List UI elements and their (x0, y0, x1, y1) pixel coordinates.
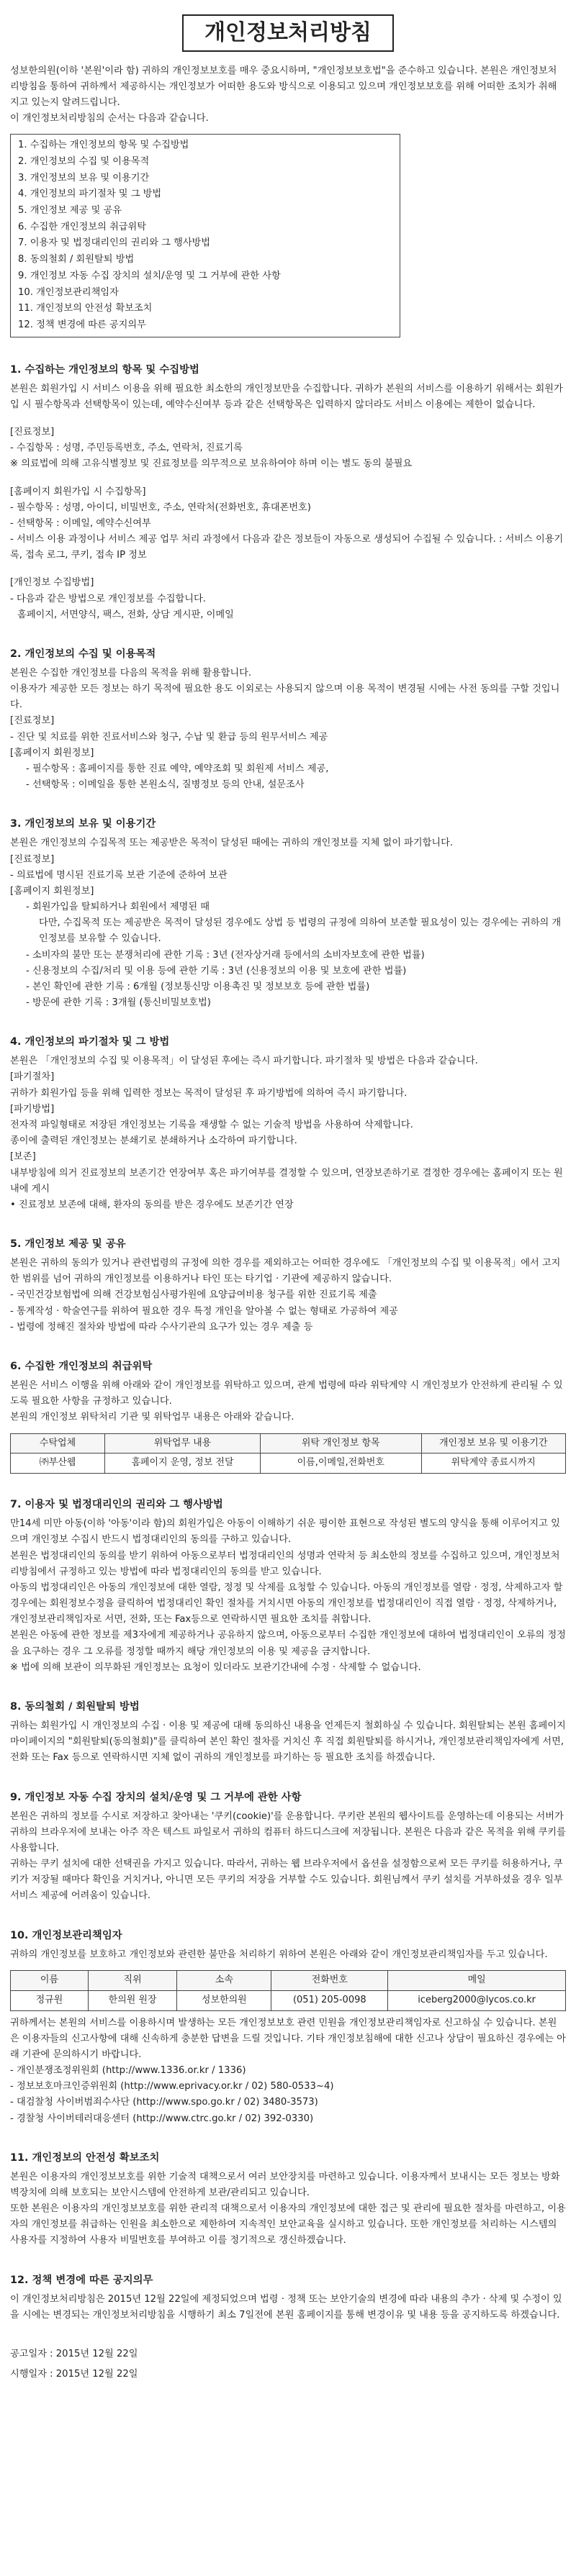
list-item: - 소비자의 불만 또는 분쟁처리에 관한 기록 : 3년 (전자상거래 등에서의 소비자보호에 관한 법률) (26, 949, 425, 961)
section-text: 본원의 개인정보 위탁처리 기관 및 위탁업무 내용은 아래와 같습니다. (10, 1412, 294, 1423)
section-heading: 2. 개인정보의 수집 및 이용목적 (10, 648, 156, 660)
list-item: - 경찰청 사이버테러대응센터 (http://www.ctrc.go.kr / 02) 392-0330) (10, 2113, 314, 2124)
privacy-officer-table (10, 1970, 566, 2011)
list-item: - 선택항목 : 이메일, 예약수신여부 (10, 517, 151, 529)
subsection-heading: [보존] (10, 1151, 36, 1163)
list-item: - 법령에 정해진 절차와 방법에 따라 수사기관의 요구가 있는 경우 제출 등 (10, 1321, 313, 1333)
section-text: 본원은 이용자의 개인정보보호를 위한 기술적 대책으로서 여러 보안장치를 마련하고 있습니다. 이용자께서 보내시는 모든 정보는 방화벽장치에 의해 보호되는 보안시스템에 안전하게 보관/관리되고 있습니다. (10, 2171, 560, 2198)
section-text: 본원은 수집한 개인정보를 다음의 목적을 위해 활용합니다. (10, 667, 252, 679)
section-5 (10, 1236, 566, 1335)
section-3 (10, 816, 566, 1011)
section-text: 본원은 귀하의 동의가 있거나 관련법령의 규정에 의한 경우를 제외하고는 어떠한 경우에도 「개인정보의 수집 및 이용목적」에서 고지한 범위를 넘어 귀하의 개인정보를 이용하거나 타인 또는 타기업 · 기관에 제공하지 않습니다. (10, 1258, 561, 1285)
toc-item[interactable]: 12. 정책 변경에 따른 공지의무 (18, 319, 146, 330)
toc-item[interactable]: 7. 이용자 및 법정대리인의 권리와 그 행사방법 (18, 237, 211, 249)
section-11 (10, 2150, 566, 2249)
toc-item[interactable]: 6. 수집한 개인정보의 취급위탁 (18, 221, 147, 232)
toc-item[interactable]: 11. 개인정보의 안전성 확보조치 (18, 303, 153, 314)
section-10 (10, 1928, 566, 2127)
table-cell: (051) 205-0098 (271, 1990, 388, 2010)
intro-paragraph: 성보한의원(이하 '본원'이라 함) 귀하의 개인정보보호를 매우 중요시하며, "개인정보보호법"을 준수하고 있습니다. 본원은 개인정보처리방침을 통하여 귀하께서 제공하시는 개인정보가 어떠한 용도와 방식으로 이용되고 있으며 개인정보보호를 위해 어떠한 조치가 취해지고 있는지 알려드립니다. (10, 65, 557, 108)
list-item: - 필수항목 : 홈페이지를 통한 진료 예약, 예약조회 및 회원제 서비스 제공, (26, 763, 329, 774)
section-text: 귀하의 개인정보를 보호하고 개인정보와 관련한 불만을 처리하기 위하여 본원은 아래와 같이 개인정보관리책임자를 두고 있습니다. (10, 1949, 548, 1960)
email-cell[interactable]: iceberg2000@lycos.co.kr (388, 1990, 566, 2010)
list-item: - 다음과 같은 방법으로 개인정보를 수집합니다. (10, 593, 206, 604)
section-text: 종이에 출력된 개인정보는 분쇄기로 분쇄하거나 소각하여 파기합니다. (10, 1135, 297, 1147)
section-text: 만14세 미만 아동(이하 '아동'이라 함)의 회원가입은 아동이 이해하기 쉬운 평이한 표현으로 작성된 별도의 양식을 통해 이루어지고 있으며 개인정보 수집시 반드시 법정대리인의 동의를 구하고 있습니다. (10, 1518, 560, 1546)
section-2 (10, 646, 566, 793)
toc-item[interactable]: 5. 개인정보 제공 및 공유 (18, 205, 122, 216)
section-9 (10, 1790, 566, 1905)
note-text: ※ 의료법에 의해 고유식별정보 및 진료정보를 의무적으로 보유하여야 하며 이는 별도 동의 불필요 (10, 458, 413, 470)
section-text: 귀하가 회원가입 등을 위해 입력한 정보는 목적이 달성된 후 파기방법에 의하여 즉시 파기합니다. (10, 1087, 408, 1099)
list-item: - 수집항목 : 성명, 주민등록번호, 주소, 연락처, 진료기록 (10, 443, 243, 454)
list-item: - 선택항목 : 이메일을 통한 본원소식, 질병정보 등의 안내, 설문조사 (26, 779, 305, 791)
section-4 (10, 1034, 566, 1213)
section-text: 이용자가 제공한 모든 정보는 하기 목적에 필요한 용도 이외로는 사용되지 않으며 이용 목적이 변경될 시에는 사전 동의를 구할 것입니다. (10, 684, 560, 711)
list-item: 홈페이지, 서면양식, 팩스, 전화, 상담 게시판, 이메일 (17, 609, 234, 620)
section-heading: 6. 수집한 개인정보의 취급위탁 (10, 1360, 153, 1372)
section-text: 본원은 회원가입 시 서비스 이용을 위해 필요한 최소한의 개인정보만을 수집합니다. 귀하가 본원의 서비스를 이용하기 위해서는 회원가입 시 필수항목과 선택항목이 있는데, 예약수신여부 등과 같은 선택항목은 입력하지 않더라도 서비스 이용에는 제한이 없습니다. (10, 383, 563, 410)
list-item: - 국민건강보험법에 의해 건강보험심사평가원에 요양급여비용 청구를 위한 진료기록 제출 (10, 1289, 377, 1301)
table-cell: 홈페이지 운영, 정보 전달 (105, 1453, 261, 1474)
section-text: 이 개인정보처리방침은 2015년 12월 22일에 제정되었으며 법령 · 정책 또는 보안기술의 변경에 따라 내용의 추가 · 삭제 및 수정이 있을 시에는 변경되는 개인정보처리방침을 시행하기 최소 7일전에 본원 홈페이지를 통해 변경이유 및 내용 등을 공지하도록 하겠습니다. (10, 2293, 562, 2321)
section-heading: 5. 개인정보 제공 및 공유 (10, 1238, 126, 1251)
toc-item[interactable]: 10. 개인정보관리책임자 (18, 286, 119, 298)
table-header-cell: 직위 (88, 1970, 176, 1990)
section-heading: 10. 개인정보관리책임자 (10, 1929, 122, 1941)
subsection-heading: [파기방법] (10, 1103, 55, 1115)
section-text: 아동의 법정대리인은 아동의 개인정보에 대한 열람, 정정 및 삭제를 요청할 수 있습니다. 아동의 개인정보를 열람 · 정정, 삭제하고자 할 경우에는 회원정보수정을 클릭하여 법정대리인 확인 절차를 거치시면 아동의 개인정보를 법정대리인이 직접 열람 · 정정, 삭제하거나, 개인정보관리책임자로 서면, 전화, 또는 Fax등으로 연락하시면 필요한 조치를 취합니다. (10, 1582, 563, 1625)
section-7 (10, 1497, 566, 1676)
table-header-cell: 메일 (388, 1970, 566, 1990)
section-text: 전자적 파일형태로 저장된 개인정보는 기록을 재생할 수 없는 기술적 방법을 사용하여 삭제합니다. (10, 1120, 413, 1130)
section-text: 귀하는 회원가입 시 개인정보의 수집 · 이용 및 제공에 대해 동의하신 내용을 언제든지 철회하실 수 있습니다. 회원탈퇴는 본원 홈페이지 마이페이지의 "회원탈퇴(동의철회)"를 클릭하여 본인 확인 절차를 거치신 후 직접 회원탈퇴를 하시거나, 개인정보관리책임자에게 서면, 전화 또는 Fax 등으로 연락하시면 지체 없이 귀하의 개인정보를 파기하는 등 필요한 조치를 하겠습니다. (10, 1720, 566, 1764)
list-item: - 진단 및 치료를 위한 진료서비스와 청구, 수납 및 환급 등의 원무서비스 제공 (10, 731, 328, 743)
list-item: - 대검찰청 사이버범죄수사단 (http://www.spo.go.kr / 02) 3480-3573) (10, 2097, 318, 2108)
list-item: - 본인 확인에 관한 기록 : 6개월 (정보통신망 이용촉진 및 정보보호 등에 관한 법률) (26, 981, 370, 992)
list-item: 다만, 수집목적 또는 제공받은 목적이 달성된 경우에도 상법 등 법령의 규정에 의하여 보존할 필요성이 있는 경우에는 귀하의 개인정보를 보유할 수 있습니다. (39, 917, 562, 945)
list-item: - 통계작성 · 학술연구를 위하여 필요한 경우 특정 개인을 알아볼 수 없는 형태로 가공하여 제공 (10, 1305, 398, 1317)
table-header-cell: 소속 (177, 1970, 271, 1990)
section-heading: 4. 개인정보의 파기절차 및 그 방법 (10, 1036, 170, 1048)
subsection-heading: [홈페이지 회원정보] (10, 747, 94, 758)
section-text: 귀하께서는 본원의 서비스를 이용하시며 발생하는 모든 개인정보보호 관련 민원을 개인정보관리책임자로 신고하실 수 있습니다. 본원은 이용자들의 신고사항에 대해 신속하게 충분한 답변을 드릴 것입니다. 기타 개인정보침해에 대한 신고나 상담이 필요하신 경우에는 아래 기관에 문의하시기 바랍니다. (10, 2017, 566, 2060)
table-row (11, 1990, 566, 2010)
subsection-heading: [진료정보] (10, 715, 55, 727)
table-cell: 이름,이메일,전화번호 (260, 1453, 421, 1474)
table-cell: ㈜부산웹 (11, 1453, 105, 1474)
table-cell: 정규원 (11, 1990, 89, 2010)
table-header-cell: 위탁 개인정보 항목 (260, 1433, 421, 1453)
table-row (11, 1453, 566, 1474)
section-text: 본원은 아동에 관한 정보를 제3자에게 제공하거나 공유하지 않으며, 아동으로부터 수집한 개인정보에 대하여 법정대리인이 오류의 정정을 요구하는 경우 그 오류를 정정할 때까지 해당 개인정보의 이용 및 제공을 금지합니다. (10, 1630, 566, 1657)
list-item: - 신용정보의 수집/처리 및 이용 등에 관한 기록 : 3년 (신용정보의 이용 및 보호에 관한 법률) (26, 965, 407, 976)
toc-item[interactable]: 9. 개인정보 자동 수집 장치의 설치/운영 및 그 거부에 관한 사항 (18, 270, 281, 281)
list-item: - 정보보호마크인증위원회 (http://www.eprivacy.or.kr / 02) 580-0533~4) (10, 2081, 334, 2092)
effective-date: 시행일자 : 2015년 12월 22일 (10, 2369, 138, 2380)
table-header-cell: 개인정보 보유 및 이용기간 (421, 1433, 565, 1453)
section-heading: 8. 동의철회 / 회원탈퇴 방법 (10, 1700, 140, 1713)
toc-item[interactable]: 4. 개인정보의 파기절차 및 그 방법 (18, 189, 162, 200)
section-heading: 9. 개인정보 자동 수집 장치의 설치/운영 및 그 거부에 관한 사항 (10, 1791, 302, 1803)
subsection-heading: [홈페이지 회원가입 시 수집항목] (10, 486, 146, 497)
section-6 (10, 1359, 566, 1474)
section-text: 본원은 「개인정보의 수집 및 이용목적」이 달성된 후에는 즉시 파기합니다. 파기절차 및 방법은 다음과 같습니다. (10, 1056, 478, 1067)
page-title: 개인정보처리방침 (182, 14, 394, 52)
list-item: - 의료법에 명시된 진료기록 보관 기준에 준하여 보관 (10, 869, 228, 881)
section-8 (10, 1699, 566, 1767)
table-of-contents (10, 134, 400, 337)
table-header-row (11, 1433, 566, 1453)
section-heading: 3. 개인정보의 보유 및 이용기간 (10, 818, 156, 830)
announcement-date: 공고일자 : 2015년 12월 22일 (10, 2349, 138, 2359)
section-heading: 7. 이용자 및 법정대리인의 권리와 그 행사방법 (10, 1499, 223, 1511)
list-item: - 개인분쟁조정위원회 (http://www.1336.or.kr / 1336) (10, 2065, 246, 2077)
section-heading: 1. 수집하는 개인정보의 항목 및 수집방법 (10, 363, 199, 376)
table-cell: 위탁계약 종료시까지 (421, 1453, 565, 1474)
section-1 (10, 362, 566, 623)
toc-item[interactable]: 3. 개인정보의 보유 및 이용기간 (18, 172, 150, 183)
subsection-heading: [개인정보 수집방법] (10, 577, 94, 589)
list-item: - 필수항목 : 성명, 아이디, 비밀번호, 주소, 연락처(전화번호, 휴대폰번호) (10, 502, 311, 513)
section-12 (10, 2272, 566, 2323)
list-item: - 방문에 관한 기록 : 3개월 (통신비밀보호법) (26, 997, 211, 1009)
subsection-heading: [파기절차] (10, 1071, 55, 1083)
subsection-heading: [진료정보] (10, 427, 55, 438)
toc-item[interactable]: 8. 동의철회 / 회원탈퇴 방법 (18, 254, 135, 266)
section-text: 본원은 귀하의 정보를 수시로 저장하고 찾아내는 '쿠키(cookie)'를 운용합니다. 쿠키란 본원의 웹사이트를 운영하는데 이용되는 서버가 귀하의 브라우저에 보내는 아주 작은 텍스트 파일로서 귀하의 컴퓨터 하드디스크에 저장됩니다. 본원은 다음과 같은 목적을 위해 쿠키를 사용합니다. (10, 1810, 566, 1854)
table-header-cell: 수탁업체 (11, 1433, 105, 1453)
table-cell: 성보한의원 (177, 1990, 271, 2010)
toc-item[interactable]: 2. 개인정보의 수집 및 이용목적 (18, 155, 150, 167)
outsourcing-table (10, 1433, 566, 1474)
section-text: 본원은 법정대리인의 동의를 받기 위하여 아동으로부터 법정대리인의 성명과 연락처 등 최소한의 정보를 수집하고 있으며, 개인정보처리방침에서 규정하고 있는 방법에 따라 법정대리인의 동의를 받고 있습니다. (10, 1550, 560, 1577)
section-text: 본원은 개인정보의 수집목적 또는 제공받은 목적이 달성된 때에는 귀하의 개인정보를 지체 없이 파기합니다. (10, 838, 454, 849)
subsection-heading: [진료정보] (10, 853, 55, 865)
section-text: 귀하는 쿠키 설치에 대한 선택권을 가지고 있습니다. 따라서, 귀하는 웹 브라우저에서 옵션을 설정함으로써 모든 쿠키를 허용하거나, 쿠키가 저장될 때마다 확인을 거치거나, 아니면 모든 쿠키의 저장을 거부할 수도 있습니다. 회원님께서 쿠키 설치를 거부하셨을 경우 일부 서비스 제공에 어려움이 있습니다. (10, 1859, 563, 1902)
table-header-cell: 위탁업무 내용 (105, 1433, 261, 1453)
table-cell: 한의원 원장 (88, 1990, 176, 2010)
list-item: • 진료정보 보존에 대해, 환자의 동의를 받은 경우에도 보존기간 연장 (10, 1199, 294, 1210)
subsection-heading: [홈페이지 회원정보] (10, 885, 94, 897)
list-item: - 서비스 이용 과정이나 서비스 제공 업무 처리 과정에서 다음과 같은 정보들이 자동으로 생성되어 수집될 수 있습니다. : 서비스 이용기록, 접속 로그, 쿠키, 접속 IP 정보 (10, 534, 564, 561)
section-text: 내부방침에 의거 진료정보의 보존기간 연장여부 혹은 파기여부를 결정할 수 있으며, 연장보존하기로 결정한 경우에는 홈페이지 또는 원내에 게시 (10, 1167, 563, 1194)
section-heading: 11. 개인정보의 안전성 확보조치 (10, 2151, 160, 2164)
intro-order-note: 이 개인정보처리방침의 순서는 다음과 같습니다. (10, 113, 209, 124)
table-header-cell: 이름 (11, 1970, 89, 1990)
table-header-cell: 전화번호 (271, 1970, 388, 1990)
section-text: 또한 본원은 이용자의 개인정보보호를 위한 관리적 대책으로서 이용자의 개인정보에 대한 접근 및 관리에 필요한 절차를 마련하고, 이용자의 개인정보를 취급하는 인원을 최소한으로 제한하여 지속적인 보안교육을 실시하고 있습니다. 또한 개인정보를 처리하는 시스템의 사용자를 지정하여 사용자 비밀번호를 부여하고 이를 정기적으로 갱신하겠습니다. (10, 2203, 566, 2246)
section-text: 본원은 서비스 이행을 위해 아래와 같이 개인정보를 위탁하고 있으며, 관계 법령에 따라 위탁계약 시 개인정보가 안전하게 관리될 수 있도록 필요한 사항을 규정하고 있습니다. (10, 1379, 563, 1407)
section-heading: 12. 정책 변경에 따른 공지의무 (10, 2274, 153, 2286)
toc-item[interactable]: 1. 수집하는 개인정보의 항목 및 수집방법 (18, 140, 189, 151)
list-item: - 회원가입을 탈퇴하거나 회원에서 제명된 때 (26, 902, 210, 913)
note-text: ※ 법에 의해 보관이 의무화된 개인정보는 요청이 있더라도 보관기간내에 수정 · 삭제할 수 없습니다. (10, 1661, 421, 1673)
table-header-row (11, 1970, 566, 1990)
